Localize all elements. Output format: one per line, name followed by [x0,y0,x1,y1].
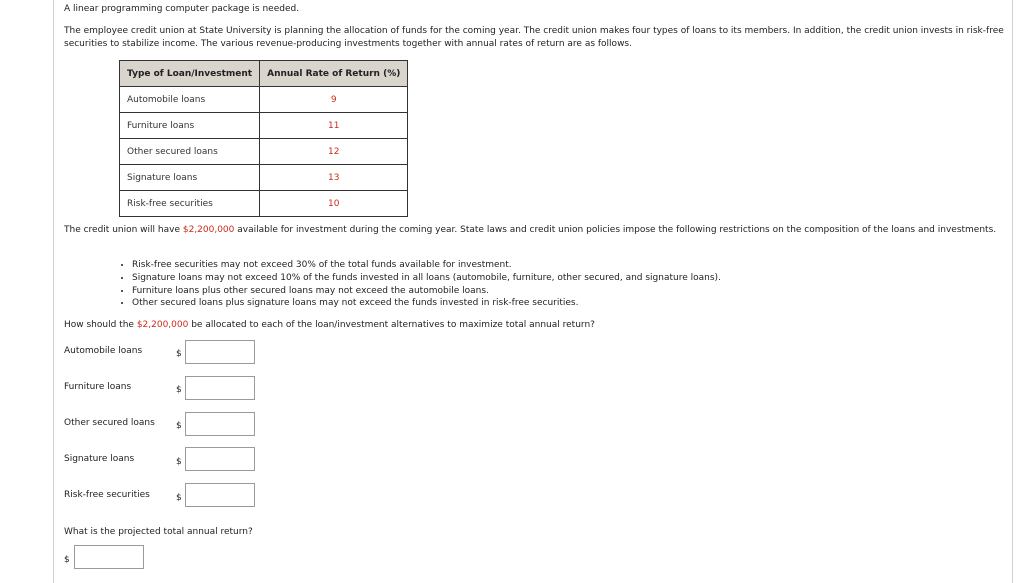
rates-table [119,60,408,217]
automobile-loans-input[interactable] [185,340,255,364]
column-header-type: Type of Loan/Investment [120,61,260,87]
question-amount: $2,200,000 [136,320,189,330]
allocation-question [64,319,595,332]
table-row [120,113,408,139]
currency-symbol: $ [176,457,182,467]
list-item: • Furniture loans plus other secured loans may not exceed the automobile loans. [132,285,721,298]
currency-symbol: $ [176,349,182,359]
funds-paragraph [64,224,1004,237]
rate-cell: 9 [260,87,408,113]
automobile-loans-label: Automobile loans [64,346,143,356]
currency-symbol: $ [176,385,182,395]
page-title: A linear programming computer package is needed. [64,4,300,14]
rate-cell: 13 [260,165,408,191]
signature-loans-input[interactable] [185,447,255,471]
furniture-loans-input[interactable] [185,376,255,400]
column-header-rate: Annual Rate of Return (%) [260,61,408,87]
funds-amount: $2,200,000 [182,225,235,235]
total-return-input[interactable] [74,545,144,569]
rate-cell: 11 [260,113,408,139]
loan-type-cell: Other secured loans [120,139,260,165]
restrictions-list [118,259,721,310]
other-secured-loans-input[interactable] [185,412,255,436]
rate-cell: 10 [260,191,408,217]
total-return-question: What is the projected total annual return? [64,527,253,537]
list-item: • Risk-free securities may not exceed 30% of the total funds available for investment. [132,259,721,272]
rate-cell: 12 [260,139,408,165]
question-text-pre: How should the [64,320,137,330]
loan-type-cell: Risk-free securities [120,191,260,217]
funds-text-pre: The credit union will have [64,225,183,235]
signature-loans-label: Signature loans [64,454,135,464]
table-row [120,139,408,165]
other-secured-loans-label: Other secured loans [64,418,155,428]
currency-symbol: $ [64,555,70,565]
loan-type-cell: Automobile loans [120,87,260,113]
table-row [120,191,408,217]
furniture-loans-label: Furniture loans [64,382,132,392]
question-text-post: be allocated to each of the loan/investment alternatives to maximize total annual return? [188,320,595,330]
currency-symbol: $ [176,421,182,431]
list-item: • Other secured loans plus signature loans may not exceed the funds invested in risk-free securities. [132,297,721,310]
risk-free-securities-input[interactable] [185,483,255,507]
table-row [120,165,408,191]
table-row [120,87,408,113]
list-item: • Signature loans may not exceed 10% of the funds invested in all loans (automobile, furniture, other secured, and signature loans). [132,272,721,285]
currency-symbol: $ [176,493,182,503]
intro-paragraph: The employee credit union at State University is planning the allocation of funds for the coming year. The credit union makes four types of loans to its members. In addition, the credit union invests in risk-free securities to stabilize income. The various revenue-producing investments together with annual rates of return are as follows. [64,26,1004,49]
risk-free-securities-label: Risk-free securities [64,490,150,500]
loan-type-cell: Signature loans [120,165,260,191]
funds-text-post: available for investment during the coming year. State laws and credit union policies impose the following restrictions on the composition of the loans and investments. [234,225,997,235]
loan-type-cell: Furniture loans [120,113,260,139]
